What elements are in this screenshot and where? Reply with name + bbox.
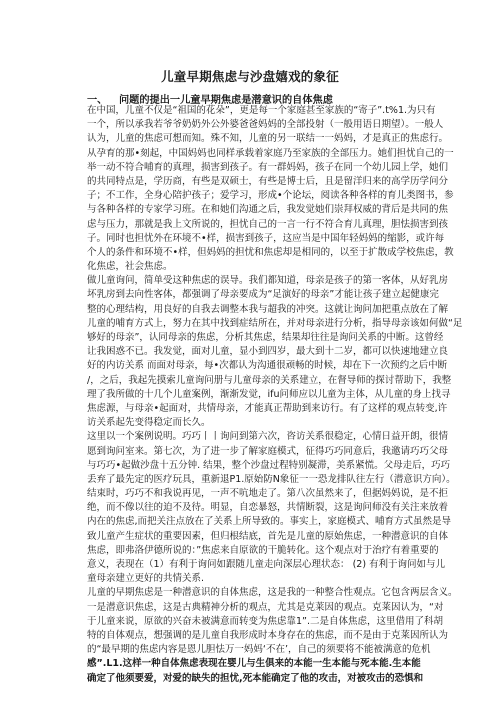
paragraph-line: 愿到询问室来。第七次，为了进一步了解家庭模式，征得巧巧同意后，我邀请巧巧父母 <box>87 445 449 457</box>
paragraph-line: 在中国，儿童不仅是“祖国的花朵”，更是每一个家庭甚至家族的“寄子”.t%1.为只有 <box>87 105 436 116</box>
document-title: 儿童早期焦虑与沙盘嬉戏的象征 <box>161 69 339 84</box>
paragraph-line: 于儿童来说，原欲的兴奋未被满意而转变为焦虑靠1”.二是自体焦虑，这里借用了科胡 <box>87 615 443 627</box>
paragraph-line: 焦虑，即弗洛伊德所说的：”焦虑来自原欲的干脆转化。这个观点对于治疗有着重要的 <box>87 544 439 556</box>
paragraph-line: 做儿童询问，简单受这种焦虑的误导。我们都知道，母亲是孩子的第一客体，从好乳房 <box>87 275 449 287</box>
paragraph-line: 认为，儿童的焦虑可想而知。殊不知，儿童的另一联结一一妈妈，才是真正的焦虑行。 <box>87 133 449 145</box>
paragraph-line: 化焦虑，社会焦虑。 <box>87 261 173 273</box>
paragraph-line: 的“最早期的焦虑内容是恩儿胆怯万一妈妈‘不在’，自己的须要将不能被满意的危机 <box>87 644 431 656</box>
paragraph-line: 一个，所以承我若爷爷奶奶外公外婆爸爸妈妈的全部投射（一般用语日期望）。一般人 <box>87 119 444 131</box>
paragraph-line: 感”.L1.这样一种自体焦虑表现在婴儿与生俱来的本能一生本能与死本能.生本能 <box>87 658 421 670</box>
section-heading-text: 问题的提出一儿童早期焦虑是潜意识的自体焦虑 <box>119 95 333 106</box>
paragraph-line: 坏乳房到去向性客体，都强调了母亲要成为“足演好的母亲”才能让孩子建立起健康完 <box>87 289 439 301</box>
paragraph-line: 从孕育的那•刻起，中国妈妈也同样承载着家庭乃至家族的全部压力。她们担忧自己的一 <box>87 147 454 159</box>
paragraph-line: 儿童的早期焦虑是一种潜意识的自体焦虑，这是我的一种整合性观点。它包含两层含义。 <box>87 587 458 599</box>
paragraph-line: 让我困惑不已。我发觉，面对儿童，显小到四岁，最大到十二岁，都可以快速地建立良 <box>87 346 449 358</box>
paragraph-line: /，之后，我起先摸索儿童询问册与儿童母亲的关系建立，在督导师的探讨帮助下，我整 <box>87 374 452 386</box>
paragraph-line: 内在的焦虑,而把关注点放在了关系上所导致的。事实上，家庭模式、哺育方式虽然是导 <box>87 516 452 528</box>
paragraph-line: 特的自体观点，想强调的是儿童自我形成时本身存在的焦虑，而不是由于克莱因所认为 <box>87 629 449 641</box>
paragraph-line: 理了我所做的十几个儿童案例，渐渐发觉，ifu问师应以儿童为主体，从儿童的身上找寻 <box>87 388 451 400</box>
paragraph-line: 子。同时也担忧外在环境不•样，损害到孩子，这应当是中国年轻妈妈的缩影，或许每 <box>87 232 445 244</box>
paragraph-line: 儿童的哺育方式上，努力在其中找到症结所在，并对母亲进行分析，指导母亲该如何做“足 <box>87 317 463 329</box>
section-number: 一、 <box>87 95 108 106</box>
paragraph-line: 确定了他须要爱，对爱的缺失的担忧,死本能确定了他的攻击，对被攻击的恐惧和 <box>87 672 424 684</box>
body-text <box>87 104 463 686</box>
paragraph-line: 这里以一个案例说明。巧巧丨丨询问到第六次，咨访关系很稳定，心情日益开朗，很情 <box>87 431 449 443</box>
paragraph-line: 与各种各样的专家学习班。在和她们沟通之后，我发觉她们崇拜权威的背后是共同的焦 <box>87 204 449 216</box>
paragraph-line: 绝，而不像以往的迫不及待。明显，自恋暴怒，共情断裂，这是询问师没有关注来放着 <box>87 502 449 514</box>
paragraph-line: 虑与压力，那就是我上文所说的，担忧自己的一言一行不符合育儿真理，胆怯损害到孩 <box>87 218 449 230</box>
section-heading <box>87 91 333 105</box>
paragraph-line: 整的心理结构，用良好的自我去调整本我与超我的冲突。这就让询问加把重点放在了解 <box>87 303 449 315</box>
paragraph-line: 与巧巧•起做沙盘十五分钟. 结果，整个沙盘过程特别凝滞，美系紧慌。父母走后，巧巧 <box>87 459 451 471</box>
paragraph-line: 焦虑源，与母亲•起面对，共情母亲，才能真正帮助到来访行。有了这样的观点转变,许 <box>87 402 448 414</box>
paragraph-line: 个人的条件和环境不•样，但妈妈的担忧和焦虑却是相同的，以至于扩散成学校焦虑，教 <box>87 246 454 258</box>
paragraph-line: 一是潜意识焦虑，这是古典精神分析的观点，尤其是克莱因的观点。克莱因认为，“对 <box>87 601 444 613</box>
paragraph-line: 子；不工作，全身心陪护孩子；爱学习，形成•个论坛，阅读各种各样的育儿类图书，参 <box>87 190 454 202</box>
paragraph-line: 致儿童产生症状的重要因素，但归根结底，首先是儿童的原始焦虑，一种潜意识的自体 <box>87 530 449 542</box>
paragraph-line: 访关系起先变得稳定而长久。 <box>87 417 211 429</box>
paragraph-line: 够好的母亲”，认同母亲的焦虑，分析其焦虑，结果却往往是询问关系的中断。这曾经 <box>87 332 444 343</box>
paragraph-line: 结束时，巧巧不和我说再见，一声不吭地走了。第八次虽然来了，但据妈妈说，是不拒 <box>87 488 449 500</box>
paragraph-line: 童母亲建立更好的共情关系. <box>87 573 205 585</box>
paragraph-line: 好的内访关系 而面对母亲，每•次都认为沟通很顽畅的时候，却在下一次预约之后中断 <box>87 360 448 372</box>
paragraph-line: 举一动不符合哺育的真理，损害到孩子。有一群妈妈，孩子在同一个幼儿园上学，她们 <box>87 161 449 173</box>
paragraph-line: 的共同特点是，学历商，有些是双硕士，有些是博士后，且是留洋归来的高学历学问分 <box>87 175 449 187</box>
paragraph-line: 丢弃了最先定的医疗玩具，重新退P1.原始防N象征一一恐龙排队往左行（潜意识方向）。 <box>87 473 456 485</box>
paragraph-line: 意义，表现在（1）有利于询问如跟随儿童走向深层心理状态： (2) 有利于询问如与儿 <box>87 559 446 570</box>
